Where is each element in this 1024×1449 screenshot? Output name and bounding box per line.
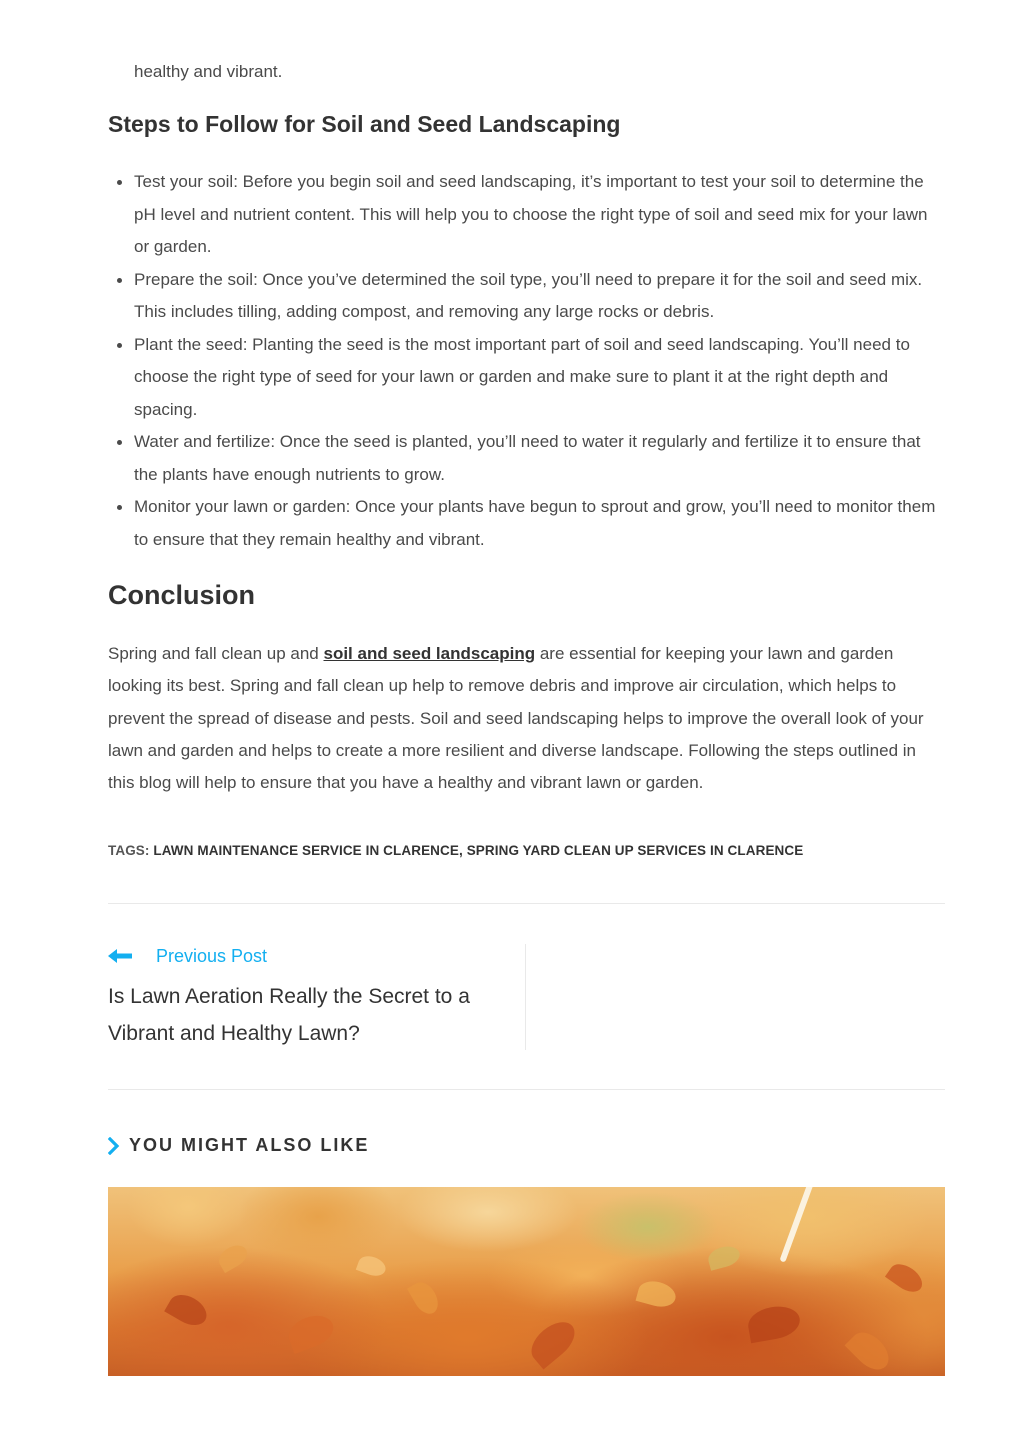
list-item: Test your soil: Before you begin soil and seed landscaping, it’s important to test your soil to determine the pH level and nutrient content. This will help you to choose the right type of soil and seed mix for your lawn or garden. [134, 166, 945, 264]
nav-divider [525, 944, 526, 1050]
steps-section-title: Steps to Follow for Soil and Seed Landscaping [108, 111, 621, 137]
previous-post-title: Is Lawn Aeration Really the Secret to a Vibrant and Healthy Lawn? [108, 985, 470, 1045]
list-item: Plant the seed: Planting the seed is the most important part of soil and seed landscaping. You’ll need to choose the right type of seed for your lawn or garden and make sure to plant it at the right depth and spacing. [134, 329, 945, 427]
post-navigation [108, 944, 945, 1050]
conclusion-text-start: Spring and fall clean up and [108, 644, 324, 663]
tag-separator: , [458, 843, 467, 858]
leaf-shape [845, 1326, 896, 1376]
leaf-shape [706, 1243, 742, 1271]
leaf-shape [524, 1314, 582, 1369]
arrow-left-icon [108, 949, 132, 963]
conclusion-text-end: are essential for keeping your lawn and garden looking its best. Spring and fall clean up help to remove debris and improve air circulation, which helps to prevent the spread of disease and pests. Soil and seed landscaping helps to improve the overall look of your lawn and garden and helps to create a more resilient and diverse landscape. Following the steps outlined in this blog will help to ensure that you have a healthy and vibrant lawn or garden. [108, 644, 924, 793]
divider [108, 1089, 945, 1090]
related-posts-label: YOU MIGHT ALSO LIKE [129, 1135, 370, 1155]
soil-and-seed-landscaping-link[interactable]: soil and seed landscaping [323, 644, 536, 663]
leaf-shape [636, 1277, 679, 1310]
list-item: Monitor your lawn or garden: Once your plants have begun to sprout and grow, you’ll need to monitor them to ensure that they remain healthy and vibrant. [134, 491, 945, 556]
leaf-shape [284, 1310, 337, 1354]
tags-label: TAGS: [108, 843, 150, 858]
leaf-shape [164, 1289, 212, 1332]
tag-link-spring-yard-clean-up[interactable]: SPRING YARD CLEAN UP SERVICES IN CLARENCE [466, 843, 804, 858]
list-item: Prepare the soil: Once you’ve determined the soil type, you’ll need to prepare it for the soil and seed mix. This includes tilling, adding compost, and removing any large rocks or debris. [134, 264, 945, 329]
leaf-shape [885, 1259, 927, 1298]
post-tags [108, 843, 803, 858]
related-posts-heading [108, 1135, 369, 1156]
leaf-shape [215, 1241, 251, 1273]
divider [108, 903, 945, 904]
leaf-shape [356, 1253, 388, 1279]
chevron-right-icon [108, 1137, 120, 1155]
intro-tail-text: healthy and vibrant. [134, 62, 283, 81]
previous-post-label: Previous Post [156, 945, 268, 966]
leaf-shape [746, 1303, 803, 1344]
related-post-thumbnail[interactable] [108, 1187, 945, 1376]
rake-handle [779, 1187, 815, 1263]
conclusion-title: Conclusion [108, 580, 255, 610]
conclusion-paragraph [108, 638, 945, 799]
leaf-shape [407, 1278, 443, 1318]
previous-post-link[interactable] [108, 944, 508, 1052]
tag-link-lawn-maintenance[interactable]: LAWN MAINTENANCE SERVICE IN CLARENCE [153, 843, 459, 858]
list-item: Water and fertilize: Once the seed is planted, you’ll need to water it regularly and fertilize it to ensure that the plants have enough nutrients to grow. [134, 426, 945, 491]
steps-list [108, 166, 945, 556]
previous-post-label-row [108, 944, 508, 968]
